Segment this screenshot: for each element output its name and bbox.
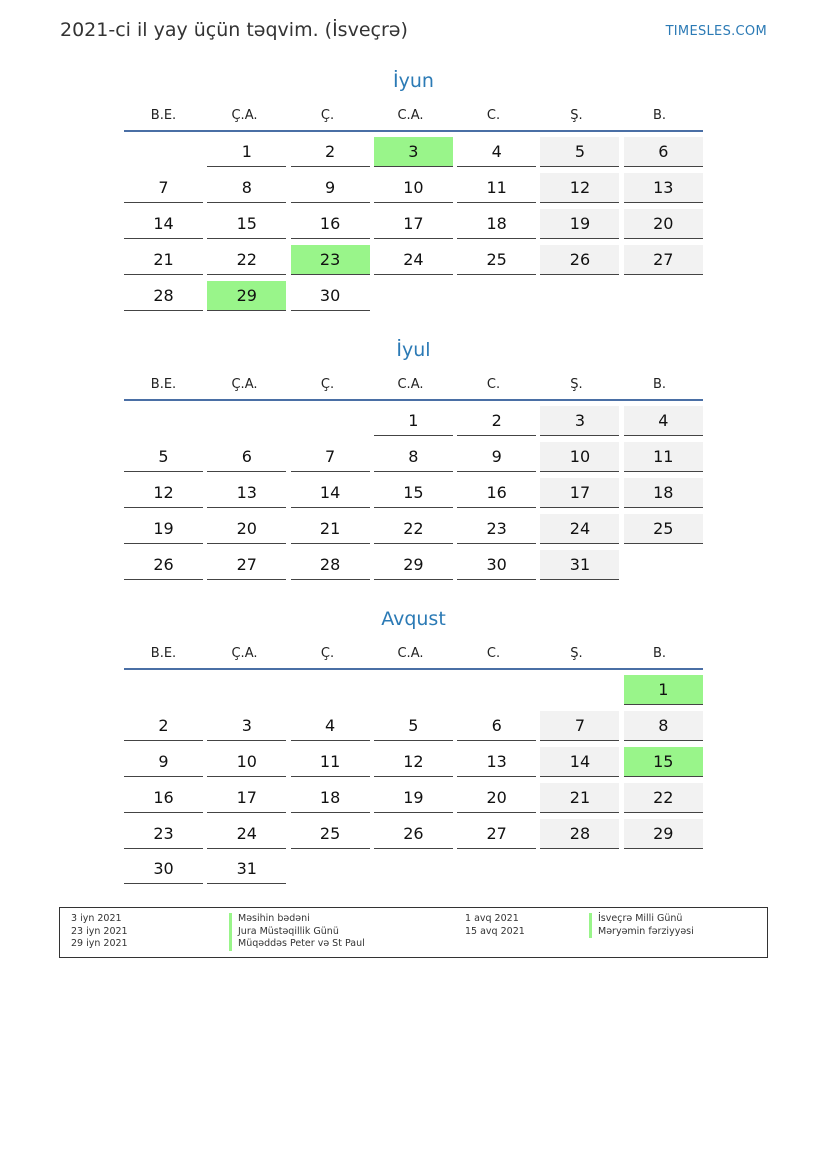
day-cell[interactable]: 10 (374, 173, 453, 203)
day-cell[interactable]: 31 (540, 550, 619, 580)
legend-holiday-name: Müqəddəs Peter və St Paul (229, 938, 365, 951)
legend-holiday-name: Jura Müstəqillik Günü (229, 926, 365, 939)
day-cell[interactable]: 12 (124, 478, 203, 508)
day-cell[interactable]: 7 (124, 173, 203, 203)
day-cell[interactable]: 25 (457, 245, 536, 275)
holiday-day-cell[interactable]: 29 (207, 281, 286, 311)
day-cell[interactable]: 24 (540, 514, 619, 544)
day-cell[interactable]: 6 (207, 442, 286, 472)
page-title: 2021-ci il yay üçün təqvim. (İsveçrə) (60, 19, 408, 41)
day-cell[interactable]: 23 (124, 819, 203, 849)
day-cell[interactable]: 1 (374, 406, 453, 436)
empty-cell (124, 406, 203, 436)
day-cell[interactable]: 19 (124, 514, 203, 544)
legend-date: 29 iyn 2021 (71, 938, 128, 949)
day-cell[interactable]: 12 (374, 747, 453, 777)
day-cell[interactable]: 3 (207, 711, 286, 741)
weekday-label: Ç. (320, 645, 335, 661)
empty-cell (374, 675, 453, 705)
day-cell[interactable]: 18 (624, 478, 703, 508)
day-cell[interactable]: 20 (207, 514, 286, 544)
day-cell[interactable]: 6 (457, 711, 536, 741)
holiday-day-cell[interactable]: 15 (624, 747, 703, 777)
empty-cell (540, 675, 619, 705)
holiday-legend (59, 907, 768, 958)
empty-cell (207, 406, 286, 436)
day-cell[interactable]: 22 (374, 514, 453, 544)
empty-cell (457, 675, 536, 705)
day-cell[interactable]: 3 (540, 406, 619, 436)
holiday-day-cell[interactable]: 1 (624, 675, 703, 705)
day-cell[interactable]: 26 (540, 245, 619, 275)
day-cell[interactable]: 11 (457, 173, 536, 203)
weekday-label: B. (652, 376, 667, 392)
day-cell[interactable]: 30 (457, 550, 536, 580)
day-grid (124, 675, 703, 890)
month-name: İyun (393, 70, 434, 92)
day-cell[interactable]: 8 (207, 173, 286, 203)
day-cell[interactable]: 24 (374, 245, 453, 275)
day-cell[interactable]: 26 (124, 550, 203, 580)
weekday-label: C. (486, 107, 501, 123)
day-cell[interactable]: 14 (540, 747, 619, 777)
weekday-header (124, 100, 703, 132)
day-cell[interactable]: 11 (291, 747, 370, 777)
weekday-label: C.A. (397, 376, 424, 392)
day-cell[interactable]: 28 (124, 281, 203, 311)
day-cell[interactable]: 14 (291, 478, 370, 508)
weekday-label: Ş. (570, 376, 583, 392)
month-name: Avqust (381, 608, 446, 630)
legend-holiday-name: Məsihin bədəni (229, 913, 365, 926)
day-cell[interactable]: 8 (374, 442, 453, 472)
day-cell[interactable]: 24 (207, 819, 286, 849)
day-cell[interactable]: 2 (291, 137, 370, 167)
day-cell[interactable]: 25 (624, 514, 703, 544)
day-cell[interactable]: 8 (624, 711, 703, 741)
day-cell[interactable]: 17 (540, 478, 619, 508)
day-cell[interactable]: 2 (457, 406, 536, 436)
weekday-label: Ç.A. (231, 107, 258, 123)
weekday-label: C.A. (397, 645, 424, 661)
day-cell[interactable]: 5 (540, 137, 619, 167)
day-cell[interactable]: 22 (624, 783, 703, 813)
day-cell[interactable]: 13 (207, 478, 286, 508)
day-grid (124, 137, 703, 316)
weekday-header (124, 638, 703, 670)
day-cell[interactable]: 9 (457, 442, 536, 472)
day-cell[interactable]: 9 (291, 173, 370, 203)
empty-cell (124, 675, 203, 705)
weekday-header (124, 369, 703, 401)
day-cell[interactable]: 17 (207, 783, 286, 813)
weekday-label: C. (486, 376, 501, 392)
weekday-label: B. (652, 107, 667, 123)
legend-holiday-name: İsveçrə Milli Günü (589, 913, 694, 926)
day-cell[interactable]: 15 (374, 478, 453, 508)
weekday-label: B.E. (150, 376, 177, 392)
month-calendar (124, 66, 703, 316)
day-cell[interactable]: 31 (207, 854, 286, 884)
weekday-label: C.A. (397, 107, 424, 123)
day-cell[interactable]: 21 (540, 783, 619, 813)
holiday-day-cell[interactable]: 23 (291, 245, 370, 275)
day-cell[interactable]: 29 (624, 819, 703, 849)
weekday-label: B.E. (150, 107, 177, 123)
weekday-label: Ç. (320, 376, 335, 392)
day-cell[interactable]: 28 (291, 550, 370, 580)
day-cell[interactable]: 14 (124, 209, 203, 239)
holiday-day-cell[interactable]: 3 (374, 137, 453, 167)
day-cell[interactable]: 25 (291, 819, 370, 849)
day-cell[interactable]: 17 (374, 209, 453, 239)
brand-link[interactable]: TIMESLES.COM (665, 24, 767, 39)
day-cell[interactable]: 11 (624, 442, 703, 472)
day-cell[interactable]: 6 (624, 137, 703, 167)
day-cell[interactable]: 13 (457, 747, 536, 777)
weekday-label: Ç.A. (231, 645, 258, 661)
weekday-label: Ç.A. (231, 376, 258, 392)
day-cell[interactable]: 16 (291, 209, 370, 239)
day-cell[interactable]: 16 (124, 783, 203, 813)
weekday-label: C. (486, 645, 501, 661)
day-cell[interactable]: 27 (624, 245, 703, 275)
legend-left-names (229, 913, 365, 951)
empty-cell (207, 675, 286, 705)
day-cell[interactable]: 2 (124, 711, 203, 741)
day-cell[interactable]: 20 (457, 783, 536, 813)
day-cell[interactable]: 7 (291, 442, 370, 472)
weekday-label: B. (652, 645, 667, 661)
day-cell[interactable]: 30 (291, 281, 370, 311)
day-cell[interactable]: 4 (291, 711, 370, 741)
day-cell[interactable]: 29 (374, 550, 453, 580)
day-cell[interactable]: 4 (624, 406, 703, 436)
weekday-label: Ş. (570, 645, 583, 661)
month-name: İyul (396, 339, 431, 361)
day-cell[interactable]: 12 (540, 173, 619, 203)
legend-date: 3 iyn 2021 (71, 913, 122, 924)
legend-right-names (589, 913, 694, 938)
day-cell[interactable]: 13 (624, 173, 703, 203)
day-cell[interactable]: 1 (207, 137, 286, 167)
day-cell[interactable]: 16 (457, 478, 536, 508)
day-grid (124, 406, 703, 585)
weekday-label: Ş. (570, 107, 583, 123)
legend-right-dates (465, 913, 525, 938)
month-calendar (124, 335, 703, 585)
day-cell[interactable]: 20 (624, 209, 703, 239)
day-cell[interactable]: 21 (291, 514, 370, 544)
empty-cell (291, 406, 370, 436)
legend-date: 23 iyn 2021 (71, 925, 128, 937)
day-cell[interactable]: 5 (124, 442, 203, 472)
day-cell[interactable]: 19 (540, 209, 619, 239)
legend-date: 15 avq 2021 (465, 925, 525, 937)
empty-cell (124, 137, 203, 167)
day-cell[interactable]: 23 (457, 514, 536, 544)
weekday-label: B.E. (150, 645, 177, 661)
day-cell[interactable]: 18 (291, 783, 370, 813)
day-cell[interactable]: 26 (374, 819, 453, 849)
legend-date: 1 avq 2021 (465, 913, 519, 924)
day-cell[interactable]: 22 (207, 245, 286, 275)
day-cell[interactable]: 7 (540, 711, 619, 741)
day-cell[interactable]: 5 (374, 711, 453, 741)
empty-cell (291, 675, 370, 705)
day-cell[interactable]: 9 (124, 747, 203, 777)
weekday-label: Ç. (320, 107, 335, 123)
day-cell[interactable]: 18 (457, 209, 536, 239)
month-calendar (124, 604, 703, 890)
day-cell[interactable]: 19 (374, 783, 453, 813)
day-cell[interactable]: 21 (124, 245, 203, 275)
day-cell[interactable]: 4 (457, 137, 536, 167)
day-cell[interactable]: 28 (540, 819, 619, 849)
day-cell[interactable]: 15 (207, 209, 286, 239)
legend-left-dates (71, 913, 128, 951)
day-cell[interactable]: 27 (207, 550, 286, 580)
day-cell[interactable]: 10 (540, 442, 619, 472)
legend-holiday-name: Məryəmin fərziyyəsi (589, 926, 694, 939)
day-cell[interactable]: 30 (124, 854, 203, 884)
day-cell[interactable]: 27 (457, 819, 536, 849)
day-cell[interactable]: 10 (207, 747, 286, 777)
